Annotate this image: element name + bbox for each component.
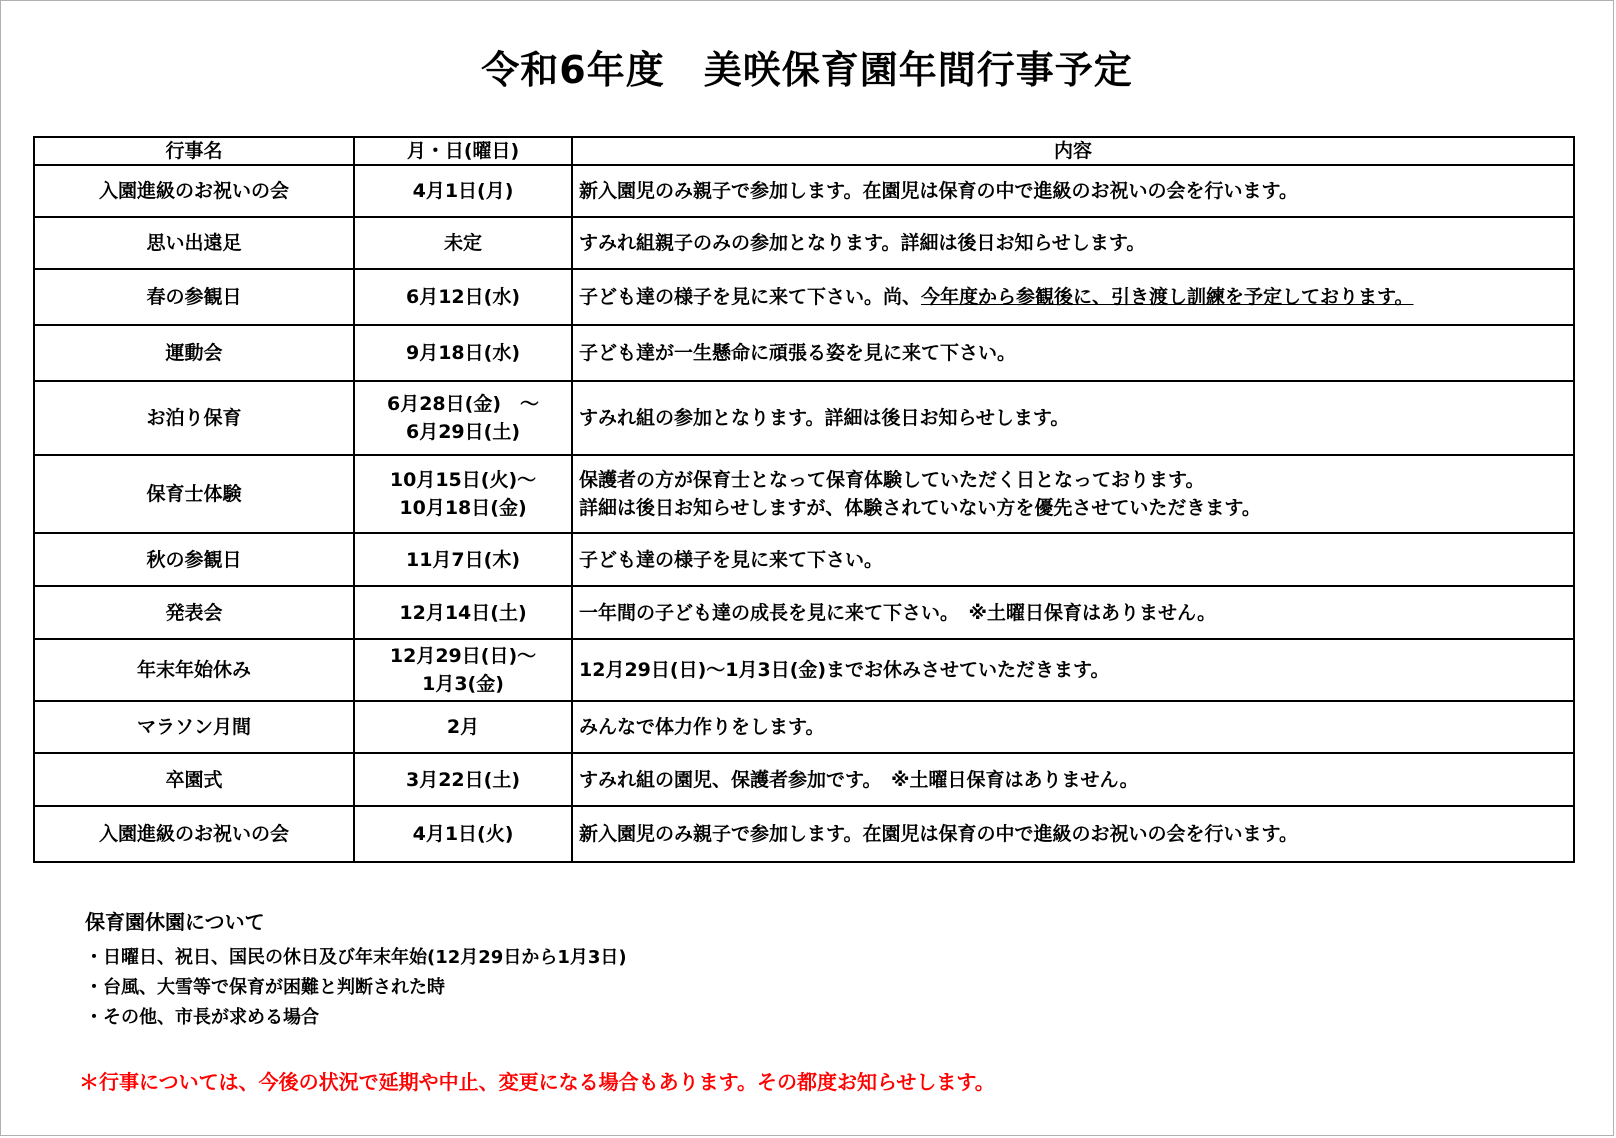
event-date-line: 4月1日(火) bbox=[412, 823, 514, 845]
event-content-line: すみれ組親子のみの参加となります。詳細は後日お知らせします。 bbox=[579, 232, 1146, 254]
closure-notes bbox=[85, 906, 627, 1033]
table-row bbox=[34, 165, 1574, 217]
event-date-line: 未定 bbox=[443, 232, 482, 254]
header-event-name: 行事名 bbox=[34, 137, 354, 165]
event-date bbox=[354, 381, 572, 455]
header-date: 月・日(曜日) bbox=[354, 137, 572, 165]
event-date-line: 3月22日(土) bbox=[405, 768, 521, 791]
event-content-plain: 子ども達の様子を見に来て下さい。尚、 bbox=[579, 286, 922, 308]
event-date bbox=[354, 753, 572, 806]
event-content bbox=[572, 325, 1574, 381]
event-date-line: 10月15日(火)～ bbox=[389, 469, 537, 491]
event-name: 入園進級のお祝いの会 bbox=[34, 806, 354, 862]
table-row bbox=[34, 269, 1574, 325]
event-date bbox=[354, 533, 572, 586]
table-row bbox=[34, 217, 1574, 269]
event-name: マラソン月間 bbox=[34, 701, 354, 753]
event-date-line: 1月3(金) bbox=[422, 673, 504, 695]
event-date-line: 10月18日(金) bbox=[399, 497, 527, 519]
table-row bbox=[34, 533, 1574, 586]
event-date-line: 12月29日(日)～ bbox=[389, 645, 537, 667]
event-name: 保育士体験 bbox=[34, 455, 354, 533]
event-content bbox=[572, 165, 1574, 217]
event-name: 思い出遠足 bbox=[34, 217, 354, 269]
event-content-line: 一年間の子ども達の成長を見に来て下さい。 ※土曜日保育はありません。 bbox=[579, 601, 1217, 624]
closure-notes-title: 保育園休園について bbox=[85, 910, 265, 934]
event-date-line: 6月28日(金) ～ bbox=[386, 393, 540, 415]
event-content bbox=[572, 381, 1574, 455]
event-content-line: 保護者の方が保育士となって保育体験していただく日となっております。 bbox=[579, 469, 1205, 491]
event-name: 年末年始休み bbox=[34, 639, 354, 701]
event-date-line: 6月12日(水) bbox=[405, 286, 521, 308]
closure-note-item: ・台風、大雪等で保育が困難と判断された時 bbox=[85, 977, 445, 998]
closure-note-item: ・日曜日、祝日、国民の休日及び年末年始(12月29日から1月3日) bbox=[85, 947, 627, 968]
event-content bbox=[572, 217, 1574, 269]
event-date bbox=[354, 455, 572, 533]
event-name: 発表会 bbox=[34, 586, 354, 639]
table-row bbox=[34, 753, 1574, 806]
event-schedule-table bbox=[33, 136, 1575, 863]
event-content-line: 新入園児のみ親子で参加します。在園児は保育の中で進級のお祝いの会を行います。 bbox=[579, 180, 1298, 202]
event-content-line: みんなで体力作りをします。 bbox=[579, 716, 825, 738]
event-content bbox=[572, 586, 1574, 639]
event-content bbox=[572, 269, 1574, 325]
event-content bbox=[572, 753, 1574, 806]
closure-note-item: ・その他、市長が求める場合 bbox=[85, 1007, 319, 1028]
event-date-line: 9月18日(水) bbox=[405, 342, 521, 364]
event-date bbox=[354, 639, 572, 701]
event-content-line: 詳細は後日お知らせしますが、体験されていない方を優先させていただきます。 bbox=[579, 497, 1261, 519]
event-date bbox=[354, 701, 572, 753]
event-name: 運動会 bbox=[34, 325, 354, 381]
event-content bbox=[572, 533, 1574, 586]
event-content bbox=[572, 455, 1574, 533]
event-content-line: 12月29日(日)～1月3日(金)までお休みさせていただきます。 bbox=[579, 659, 1110, 681]
table-row bbox=[34, 325, 1574, 381]
event-content-line: 子ども達の様子を見に来て下さい。 bbox=[579, 548, 884, 571]
event-name: 秋の参観日 bbox=[34, 533, 354, 586]
event-date bbox=[354, 217, 572, 269]
table-row bbox=[34, 381, 1574, 455]
schedule-change-warning: ＊行事については、今後の状況で延期や中止、変更になる場合もあります。その都度お知らせします。 bbox=[79, 1070, 995, 1094]
event-content bbox=[572, 806, 1574, 862]
event-date bbox=[354, 165, 572, 217]
event-content-line: すみれ組の園児、保護者参加です。 ※土曜日保育はありません。 bbox=[579, 768, 1139, 791]
event-date-line: 11月7日(木) bbox=[405, 548, 521, 571]
event-date bbox=[354, 325, 572, 381]
event-date-line: 12月14日(土) bbox=[399, 601, 527, 624]
event-date bbox=[354, 806, 572, 862]
event-content-line: 子ども達が一生懸命に頑張る姿を見に来て下さい。 bbox=[579, 342, 1017, 364]
event-name: お泊り保育 bbox=[34, 381, 354, 455]
table-row bbox=[34, 586, 1574, 639]
event-name: 入園進級のお祝いの会 bbox=[34, 165, 354, 217]
event-date-line: 6月29日(土) bbox=[405, 421, 521, 443]
event-content bbox=[572, 701, 1574, 753]
event-date-line: 4月1日(月) bbox=[412, 180, 514, 202]
table-row bbox=[34, 701, 1574, 753]
table-row bbox=[34, 639, 1574, 701]
event-date bbox=[354, 586, 572, 639]
page-title: 令和6年度 美咲保育園年間行事予定 bbox=[481, 48, 1133, 92]
event-name: 卒園式 bbox=[34, 753, 354, 806]
event-name: 春の参観日 bbox=[34, 269, 354, 325]
table-row bbox=[34, 806, 1574, 862]
header-content: 内容 bbox=[572, 137, 1574, 165]
event-date bbox=[354, 269, 572, 325]
table-row bbox=[34, 455, 1574, 533]
table-header-row bbox=[34, 137, 1574, 165]
event-content-line: 新入園児のみ親子で参加します。在園児は保育の中で進級のお祝いの会を行います。 bbox=[579, 823, 1298, 845]
event-content bbox=[572, 639, 1574, 701]
event-date-line: 2月 bbox=[446, 716, 480, 738]
event-content-line: すみれ組の参加となります。詳細は後日お知らせします。 bbox=[579, 407, 1070, 429]
event-content-underlined: 今年度から参観後に、引き渡し訓練を予定しております。 bbox=[921, 286, 1414, 308]
